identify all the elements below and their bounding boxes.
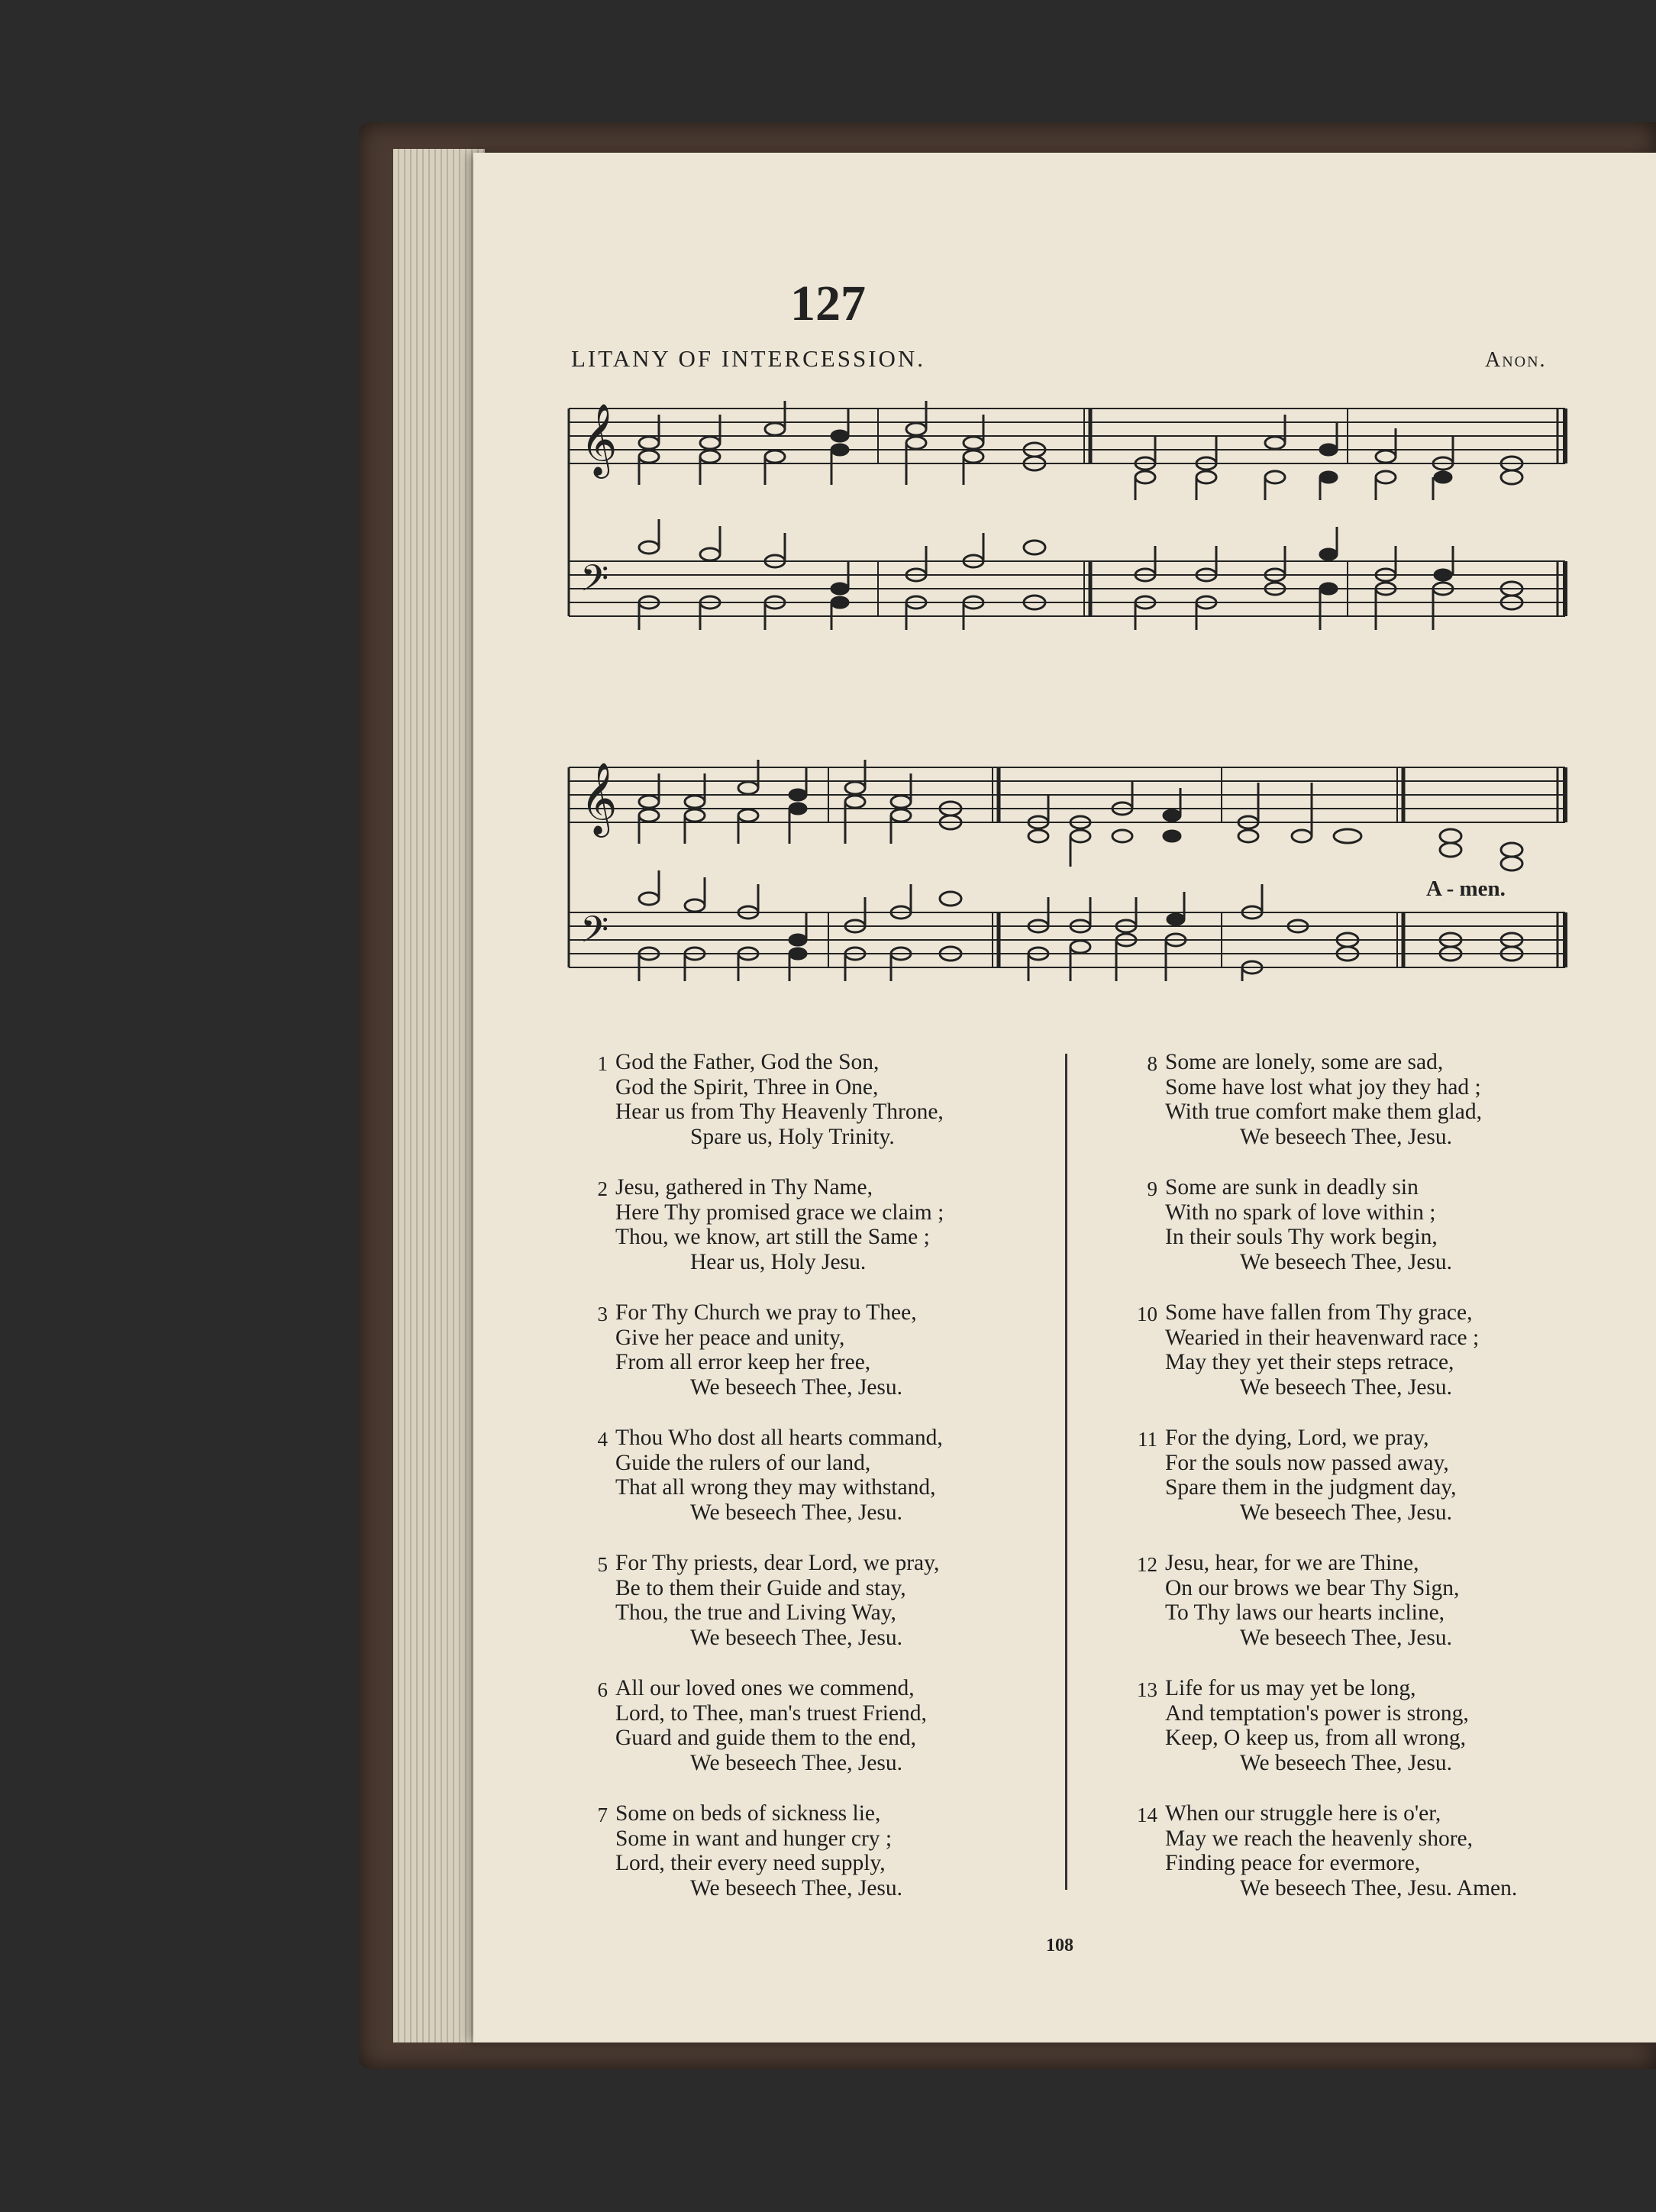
verse-line: We beseech Thee, Jesu. [1240,1625,1453,1650]
verse-line: We beseech Thee, Jesu. [690,1500,903,1525]
verse-line: Finding peace for evermore, [1165,1851,1421,1875]
verse-number: 11 [1138,1428,1157,1451]
verse-line: We beseech Thee, Jesu. [1240,1374,1453,1400]
verse-line: For the souls now passed away, [1165,1450,1449,1475]
verse-line: On our brows we bear Thy Sign, [1165,1575,1460,1600]
verse-number: 12 [1137,1553,1157,1576]
verse-line: Some on beds of sickness lie, [615,1801,881,1826]
verse [588,1426,1046,1525]
staff-treble-1 [569,408,1565,463]
staff-bass-2 [569,912,1565,967]
verse-number: 5 [597,1553,608,1576]
verse-line: To Thy laws our hearts incline, [1165,1600,1445,1625]
hymn-author: Anon. [1485,348,1547,372]
page-edges [393,149,485,2042]
verse-line: We beseech Thee, Jesu. [690,1625,903,1650]
hymn-number: 127 [790,276,866,331]
verse-number: 14 [1137,1804,1157,1826]
verse-line: We beseech Thee, Jesu. [690,1374,903,1400]
verse-line: Thou Who dost all hearts command, [615,1426,943,1450]
verse-line: From all error keep her free, [615,1350,871,1374]
bass-clef-1: 𝄢 [580,557,609,609]
verse-number: 9 [1147,1177,1157,1200]
verse-number: 6 [597,1678,608,1701]
verse-line: In their souls Thy work begin, [1165,1225,1438,1249]
verse [588,1050,1046,1149]
treble-clef-1: 𝄞 [580,403,618,476]
verse-number: 4 [597,1428,608,1451]
verse-line: Keep, O keep us, from all wrong, [1165,1726,1467,1750]
verse-line: We beseech Thee, Jesu. [690,1750,903,1775]
verse-line: Some are sunk in deadly sin [1165,1175,1419,1200]
verse-line: Thou, we know, art still the Same ; [615,1225,930,1249]
verse [1138,1426,1596,1525]
verse-line: That all wrong they may withstand, [615,1475,936,1500]
verses-right-column [1138,1050,1596,1926]
verse [588,1676,1046,1775]
treble-clef-2: 𝄞 [580,762,618,835]
verse [1138,1300,1596,1400]
verse-line: With true comfort make them glad, [1165,1100,1482,1124]
verse-number: 7 [597,1804,608,1826]
verse-line: For the dying, Lord, we pray, [1165,1426,1429,1450]
verse-line: With no spark of love within ; [1165,1200,1436,1225]
verse-line: And temptation's power is strong, [1165,1700,1469,1726]
verse-line: Guard and guide them to the end, [615,1726,917,1750]
staff-treble-2 [569,767,1565,822]
verse-line: All our loved ones we commend, [615,1676,915,1700]
column-divider [1065,1054,1067,1890]
verse [1138,1551,1596,1650]
verse-line: Here Thy promised grace we claim ; [615,1200,944,1225]
verse [1138,1050,1596,1149]
verse [588,1175,1046,1274]
hymn-title: LITANY OF INTERCESSION. [571,345,926,372]
verse-line: For Thy Church we pray to Thee, [615,1300,917,1325]
verse-line: We beseech Thee, Jesu. [1240,1750,1453,1775]
page-number: 108 [1046,1936,1073,1955]
verse-line: For Thy priests, dear Lord, we pray, [615,1551,940,1575]
amen-label: A - men. [1426,877,1506,901]
verse-number: 10 [1137,1303,1157,1326]
staff-bass-1 [569,561,1565,616]
verse-line: Some in want and hunger cry ; [615,1826,893,1851]
verse-line: Spare us, Holy Trinity. [690,1124,895,1149]
verse [1138,1676,1596,1775]
music-score [565,401,1573,981]
verse-number: 3 [597,1303,608,1326]
verse-line: Some have fallen from Thy grace, [1165,1300,1473,1325]
verse-number: 13 [1137,1678,1157,1701]
verse [588,1551,1046,1650]
verse-line: Life for us may yet be long, [1165,1676,1416,1700]
verse-line: Jesu, hear, for we are Thine, [1165,1551,1419,1575]
verse-line: We beseech Thee, Jesu. [690,1875,903,1900]
verse [1138,1175,1596,1274]
verse-line: Hear us from Thy Heavenly Throne, [615,1100,944,1124]
verse-number: 8 [1147,1052,1157,1075]
verse-line: Spare them in the judgment day, [1165,1475,1457,1500]
verses-left-column [588,1050,1046,1926]
verse-line: Thou, the true and Living Way, [615,1600,896,1625]
verse-line: Lord, to Thee, man's truest Friend, [615,1700,927,1726]
notes-treble-2 [639,760,1522,870]
verse-line: Wearied in their heavenward race ; [1165,1325,1480,1350]
verse-line: Lord, their every need supply, [615,1851,886,1875]
verse-line: Some are lonely, some are sad, [1165,1050,1444,1074]
verse-line: Be to them their Guide and stay, [615,1575,906,1600]
verse-line: Jesu, gathered in Thy Name, [615,1175,873,1200]
verse [588,1801,1046,1900]
verse-line: We beseech Thee, Jesu. Amen. [1240,1875,1518,1900]
verse [588,1300,1046,1400]
verse-line: We beseech Thee, Jesu. [1240,1249,1453,1274]
verse-line: God the Father, God the Son, [615,1050,880,1074]
verse-line: Give her peace and unity, [615,1325,845,1350]
verse [1138,1801,1596,1900]
verse-line: Hear us, Holy Jesu. [690,1249,867,1274]
verse-line: Some have lost what joy they had ; [1165,1074,1481,1100]
verse-line: We beseech Thee, Jesu. [1240,1500,1453,1525]
verse-number: 2 [597,1177,608,1200]
verse-line: May they yet their steps retrace, [1165,1350,1454,1374]
bass-clef-2: 𝄢 [580,908,609,960]
verse-line: May we reach the heavenly shore, [1165,1826,1473,1851]
verse-line: We beseech Thee, Jesu. [1240,1124,1453,1149]
verse-line: God the Spirit, Three in One, [615,1074,879,1100]
verse-line: When our struggle here is o'er, [1165,1801,1441,1826]
verse-line: Guide the rulers of our land, [615,1450,871,1475]
verse-number: 1 [597,1052,608,1075]
